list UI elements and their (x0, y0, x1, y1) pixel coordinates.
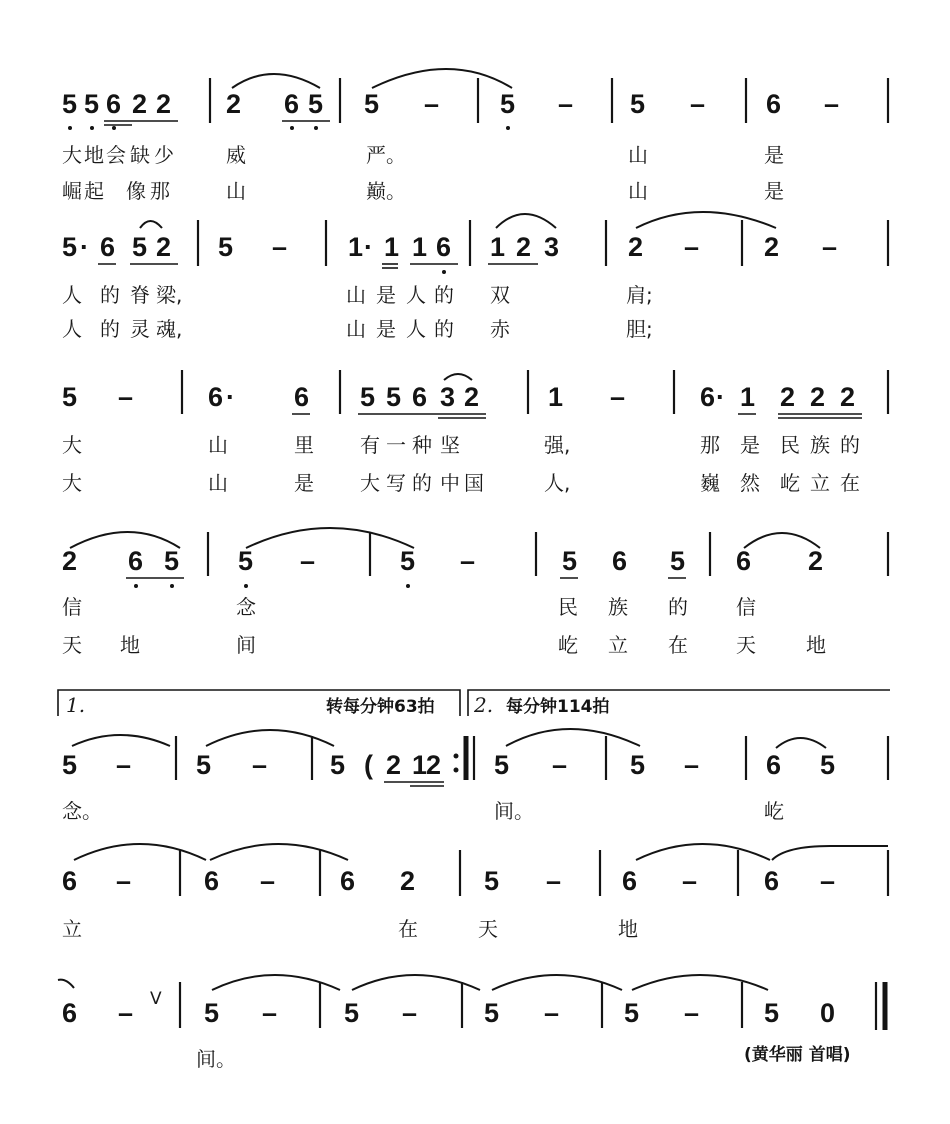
lyric: 立 (810, 471, 830, 495)
lyric: 地 (618, 917, 638, 941)
lyric: 族 (608, 595, 628, 619)
dot: · (364, 232, 373, 262)
note: 6 (612, 546, 628, 576)
lyric: 在 (668, 633, 688, 657)
lyric: 是 (376, 283, 396, 307)
note: 2 (516, 232, 532, 262)
note: 6 (766, 750, 782, 780)
lyric: 屹 (780, 471, 800, 495)
note: 2 (840, 382, 856, 412)
slur (206, 730, 334, 746)
note: 5 (62, 382, 78, 412)
volta-1-label: 1. (66, 693, 86, 717)
system-6 (62, 844, 888, 941)
note: 2 (62, 546, 78, 576)
slur (246, 528, 414, 548)
lyric: 屹 (764, 799, 784, 823)
slur (444, 374, 472, 380)
note: 5 (84, 89, 100, 119)
note: 1 (412, 750, 428, 780)
lyric: 强, (544, 433, 571, 457)
dash: – (824, 89, 840, 119)
dash: – (546, 866, 562, 896)
lyric: 种 (412, 433, 432, 457)
dot: · (226, 382, 235, 412)
lyric: 那 (150, 179, 170, 203)
note: 2 (426, 750, 442, 780)
note: 2 (156, 89, 172, 119)
lyric: 威 (226, 143, 246, 167)
dash: – (610, 382, 626, 412)
slur (372, 69, 512, 88)
system-5 (58, 690, 890, 823)
lyric: 在 (840, 471, 860, 495)
note: 6 (700, 382, 716, 412)
lyric: 严。 (366, 143, 406, 167)
dash: – (552, 750, 568, 780)
lyric: 人, (544, 471, 571, 495)
dash: – (272, 232, 288, 262)
lyric: 民 (780, 433, 800, 457)
tempo-marking-2: 每分钟114拍 (506, 697, 610, 717)
slur (496, 214, 556, 228)
note: 6 (294, 382, 310, 412)
note: 6 (62, 998, 78, 1028)
note: 1 (412, 232, 428, 262)
volta-2-label: 2. (474, 693, 494, 717)
lyric: 少 (154, 143, 174, 167)
note: 2 (810, 382, 826, 412)
note: 3 (544, 232, 560, 262)
lyric: 梁, (156, 283, 183, 307)
note: 6 (736, 546, 752, 576)
lyric: 国 (464, 471, 484, 495)
note: 1 (548, 382, 564, 412)
note: 2 (400, 866, 416, 896)
note: 6 (204, 866, 220, 896)
lyric: 天 (478, 917, 498, 941)
lyric: 立 (608, 633, 628, 657)
lyric: 地 (84, 143, 104, 167)
dash: – (684, 998, 700, 1028)
lyric: 屹 (558, 633, 578, 657)
lyric: 人 (62, 283, 82, 307)
lyric: 在 (398, 917, 418, 941)
slur (210, 844, 348, 860)
note: 5 (308, 89, 324, 119)
lyric: 的 (100, 283, 120, 307)
system-3 (62, 370, 888, 495)
note: 5 (484, 866, 500, 896)
breath-mark: V (150, 989, 162, 1009)
lyric: 是 (764, 179, 784, 203)
note: 6 (766, 89, 782, 119)
dot: · (80, 232, 89, 262)
lyric: 人 (406, 283, 426, 307)
lyric: 大 (360, 471, 380, 495)
note: 2 (156, 232, 172, 262)
note: 5 (494, 750, 510, 780)
lyric: 山 (628, 179, 648, 203)
lyric: 间 (236, 633, 256, 657)
note: 5 (386, 382, 402, 412)
dash: – (460, 546, 476, 576)
note: 2 (764, 232, 780, 262)
paren: ( (364, 750, 373, 780)
note: 5 (62, 750, 78, 780)
lyric: 赤 (490, 317, 510, 341)
note: 2 (132, 89, 148, 119)
dash: – (116, 750, 132, 780)
lyric: 间。 (494, 799, 534, 823)
lyric: 信 (62, 595, 82, 619)
dash: – (822, 232, 838, 262)
lyric: 地 (120, 633, 140, 657)
lyric: 的 (412, 471, 432, 495)
lyric: 人 (62, 317, 82, 341)
dash: – (690, 89, 706, 119)
slur (632, 975, 768, 990)
note: 5 (360, 382, 376, 412)
lyric: 的 (668, 595, 688, 619)
dash: – (402, 998, 418, 1028)
lyric: 念 (236, 595, 256, 619)
lyric: 立 (62, 917, 82, 941)
lyric: 民 (558, 595, 578, 619)
lyric: 是 (740, 433, 760, 457)
note: 6 (340, 866, 356, 896)
lyric: 巅。 (366, 179, 406, 203)
lyric: 灵 (130, 317, 150, 341)
slur (140, 221, 162, 228)
lyric: 胆; (626, 317, 653, 341)
dash: – (260, 866, 276, 896)
lyric: 崛 (62, 179, 82, 203)
note: 5 (196, 750, 212, 780)
lyric: 山 (346, 317, 366, 341)
lyric: 起 (84, 179, 104, 203)
lyric: 魂, (156, 317, 183, 341)
note: 5 (364, 89, 380, 119)
lyric: 写 (386, 471, 406, 495)
lyric: 信 (736, 595, 756, 619)
lyric: 大 (62, 433, 82, 457)
dash: – (262, 998, 278, 1028)
lyric: 中 (440, 471, 460, 495)
lyric: 的 (434, 283, 454, 307)
lyric: 族 (810, 433, 830, 457)
tie (772, 846, 888, 860)
note: 6 (62, 866, 78, 896)
note: 5 (562, 546, 578, 576)
note: 5 (820, 750, 836, 780)
note: 6 (106, 89, 122, 119)
note: 1 (384, 232, 400, 262)
dash: – (118, 998, 134, 1028)
dash: – (544, 998, 560, 1028)
lyric: 肩; (626, 283, 653, 307)
dash: – (116, 866, 132, 896)
lyric: 坚 (440, 433, 460, 457)
performer-credit: (黄华丽 首唱) (744, 1045, 851, 1065)
dash: – (252, 750, 268, 780)
dash: – (820, 866, 836, 896)
system-1 (62, 69, 888, 203)
note: 5 (764, 998, 780, 1028)
lyric: 山 (226, 179, 246, 203)
lyric: 缺 (130, 143, 150, 167)
note: 5 (62, 232, 78, 262)
lyric: 那 (700, 433, 720, 457)
lyric: 山 (208, 433, 228, 457)
dash: – (682, 866, 698, 896)
note: 6 (622, 866, 638, 896)
dash: – (118, 382, 134, 412)
dot: · (716, 382, 725, 412)
note: 5 (132, 232, 148, 262)
lyric: 大 (62, 471, 82, 495)
dash: – (424, 89, 440, 119)
system-2 (62, 212, 888, 341)
lyric: 是 (376, 317, 396, 341)
lyric: 然 (740, 471, 760, 495)
slur (636, 844, 770, 860)
slur (74, 844, 206, 860)
note: 6 (764, 866, 780, 896)
lyric: 里 (294, 433, 314, 457)
note: 5 (330, 750, 346, 780)
slur (352, 975, 480, 990)
lyric: 巍 (700, 471, 720, 495)
lyric: 人 (406, 317, 426, 341)
note: 5 (670, 546, 686, 576)
note: 1 (740, 382, 756, 412)
note: 1 (490, 232, 506, 262)
lyric: 的 (100, 317, 120, 341)
slur (72, 735, 170, 746)
note: 5 (624, 998, 640, 1028)
note: 5 (630, 750, 646, 780)
note: 5 (400, 546, 416, 576)
lyric: 双 (490, 283, 510, 307)
dash: – (300, 546, 316, 576)
lyric: 是 (764, 143, 784, 167)
lyric: 山 (346, 283, 366, 307)
lyric: 一 (386, 433, 406, 457)
note: 5 (238, 546, 254, 576)
lyric: 像 (126, 179, 146, 203)
slur (776, 738, 826, 748)
lyric: 会 (106, 143, 126, 167)
note: 2 (386, 750, 402, 780)
slur (636, 212, 776, 228)
note: 5 (484, 998, 500, 1028)
note: 6 (128, 546, 144, 576)
system-4 (62, 528, 888, 657)
slur (506, 729, 640, 746)
lyric: 山 (208, 471, 228, 495)
system-7 (58, 975, 885, 1071)
dash: – (558, 89, 574, 119)
note: 6 (284, 89, 300, 119)
note: 5 (500, 89, 516, 119)
note: 2 (464, 382, 480, 412)
lyric: 间。 (196, 1047, 236, 1071)
note: 5 (204, 998, 220, 1028)
note: 5 (218, 232, 234, 262)
lyric: 地 (806, 633, 826, 657)
lyric: 念。 (62, 799, 102, 823)
lyric: 的 (434, 317, 454, 341)
lyric: 脊 (130, 283, 150, 307)
lyric: 是 (294, 471, 314, 495)
note: 2 (226, 89, 242, 119)
note: 3 (440, 382, 456, 412)
lyric: 的 (840, 433, 860, 457)
slur (232, 74, 320, 88)
note: 5 (164, 546, 180, 576)
lyric: 大 (62, 143, 82, 167)
lyric: 天 (736, 633, 756, 657)
tempo-marking-1: 转每分钟63拍 (326, 697, 435, 717)
note: 1 (348, 232, 364, 262)
note: 5 (62, 89, 78, 119)
note: 6 (100, 232, 116, 262)
note: 6 (436, 232, 452, 262)
note: 6 (208, 382, 224, 412)
tie (58, 980, 74, 988)
note: 5 (630, 89, 646, 119)
note: 2 (808, 546, 824, 576)
note: 5 (344, 998, 360, 1028)
dash: – (684, 750, 700, 780)
note: 0 (820, 998, 836, 1028)
lyric: 有 (360, 433, 380, 457)
note: 2 (628, 232, 644, 262)
note: 6 (412, 382, 428, 412)
note: 2 (780, 382, 796, 412)
dash: – (684, 232, 700, 262)
lyric: 天 (62, 633, 82, 657)
lyric: 山 (628, 143, 648, 167)
